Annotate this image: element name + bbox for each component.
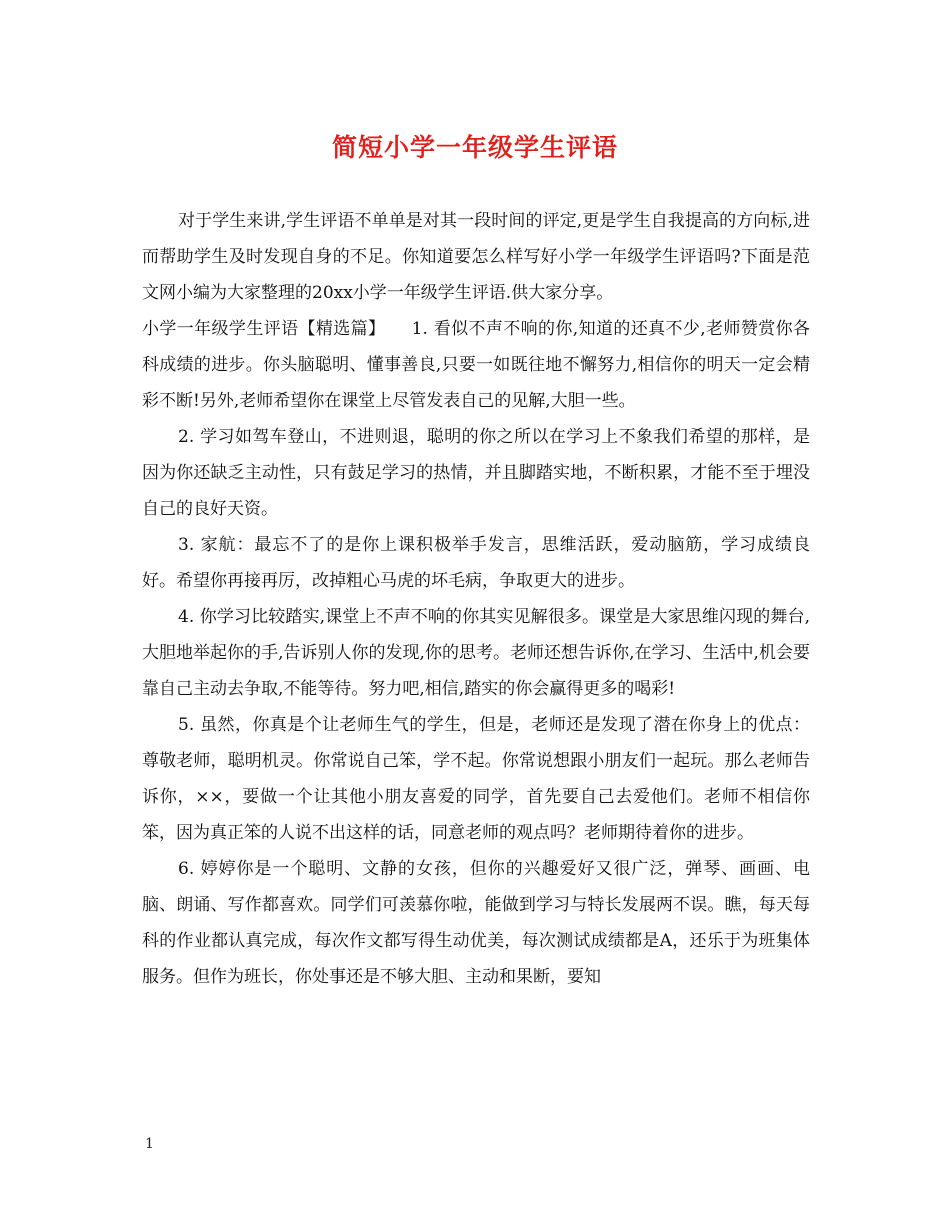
paragraph-comment-5: 5. 虽然，你真是个让老师生气的学生，但是，老师还是发现了潜在你身上的优点：尊敬老师，聪明机灵。你常说自己笨，学不起。你常说想跟小朋友们一起玩。那么老师告诉你，××，要做一个让其他小朋友喜爱的同学，首先要自己去爱他们。老师不相信你笨，因为真正笨的人说不出这样的话，同意老师的观点吗？老师期待着你的进步。: [142, 715, 810, 843]
paragraph-comment-6: 6. 婷婷你是一个聪明、文静的女孩，但你的兴趣爱好又很广泛，弹琴、画画、电脑、朗诵、写作都喜欢。同学们可羡慕你啦，能做到学习与特长发展两不误。瞧，每天每科的作业都认真完成，每次作文都写得生动优美，每次测试成绩都是A，还乐于为班集体服务。但作为班长，你处事还是不够大胆、主动和果断，要知: [142, 859, 810, 987]
paragraph-intro: 对于学生来讲,学生评语不单单是对其一段时间的评定,更是学生自我提高的方向标,进而帮助学生及时发现自身的不足。你知道要怎么样写好小学一年级学生评语吗?下面是范文网小编为大家整理的20xx小学一年级学生评语.供大家分享。: [142, 211, 810, 303]
paragraph-comment-2: 2. 学习如驾车登山，不进则退，聪明的你之所以在学习上不象我们希望的那样，是因为你还缺乏主动性，只有鼓足学习的热情，并且脚踏实地，不断积累，才能不至于埋没自己的良好天资。: [142, 427, 810, 519]
page-number: 1: [145, 1136, 154, 1152]
document-body: [142, 203, 810, 995]
paragraph-comment-3: 3. 家航：最忘不了的是你上课积极举手发言，思维活跃，爱动脑筋，学习成绩良好。希望你再接再厉，改掉粗心马虎的坏毛病，争取更大的进步。: [142, 535, 810, 591]
document-title: 简短小学一年级学生评语: [331, 133, 618, 162]
paragraph-comment-4: 4. 你学习比较踏实,课堂上不声不响的你其实见解很多。课堂是大家思维闪现的舞台,大胆地举起你的手,告诉别人你的发现,你的思考。老师还想告诉你,在学习、生活中,机会要靠自己主动去争取,不能等待。努力吧,相信,踏实的你会赢得更多的喝彩!: [142, 607, 810, 699]
paragraph-comment-1: 小学一年级学生评语【精选篇】 1. 看似不声不响的你,知道的还真不少,老师赞赏你各科成绩的进步。你头脑聪明、懂事善良,只要一如既往地不懈努力,相信你的明天一定会精彩不断!另外,老师希望你在课堂上尽管发表自己的见解,大胆一些。: [142, 319, 810, 411]
